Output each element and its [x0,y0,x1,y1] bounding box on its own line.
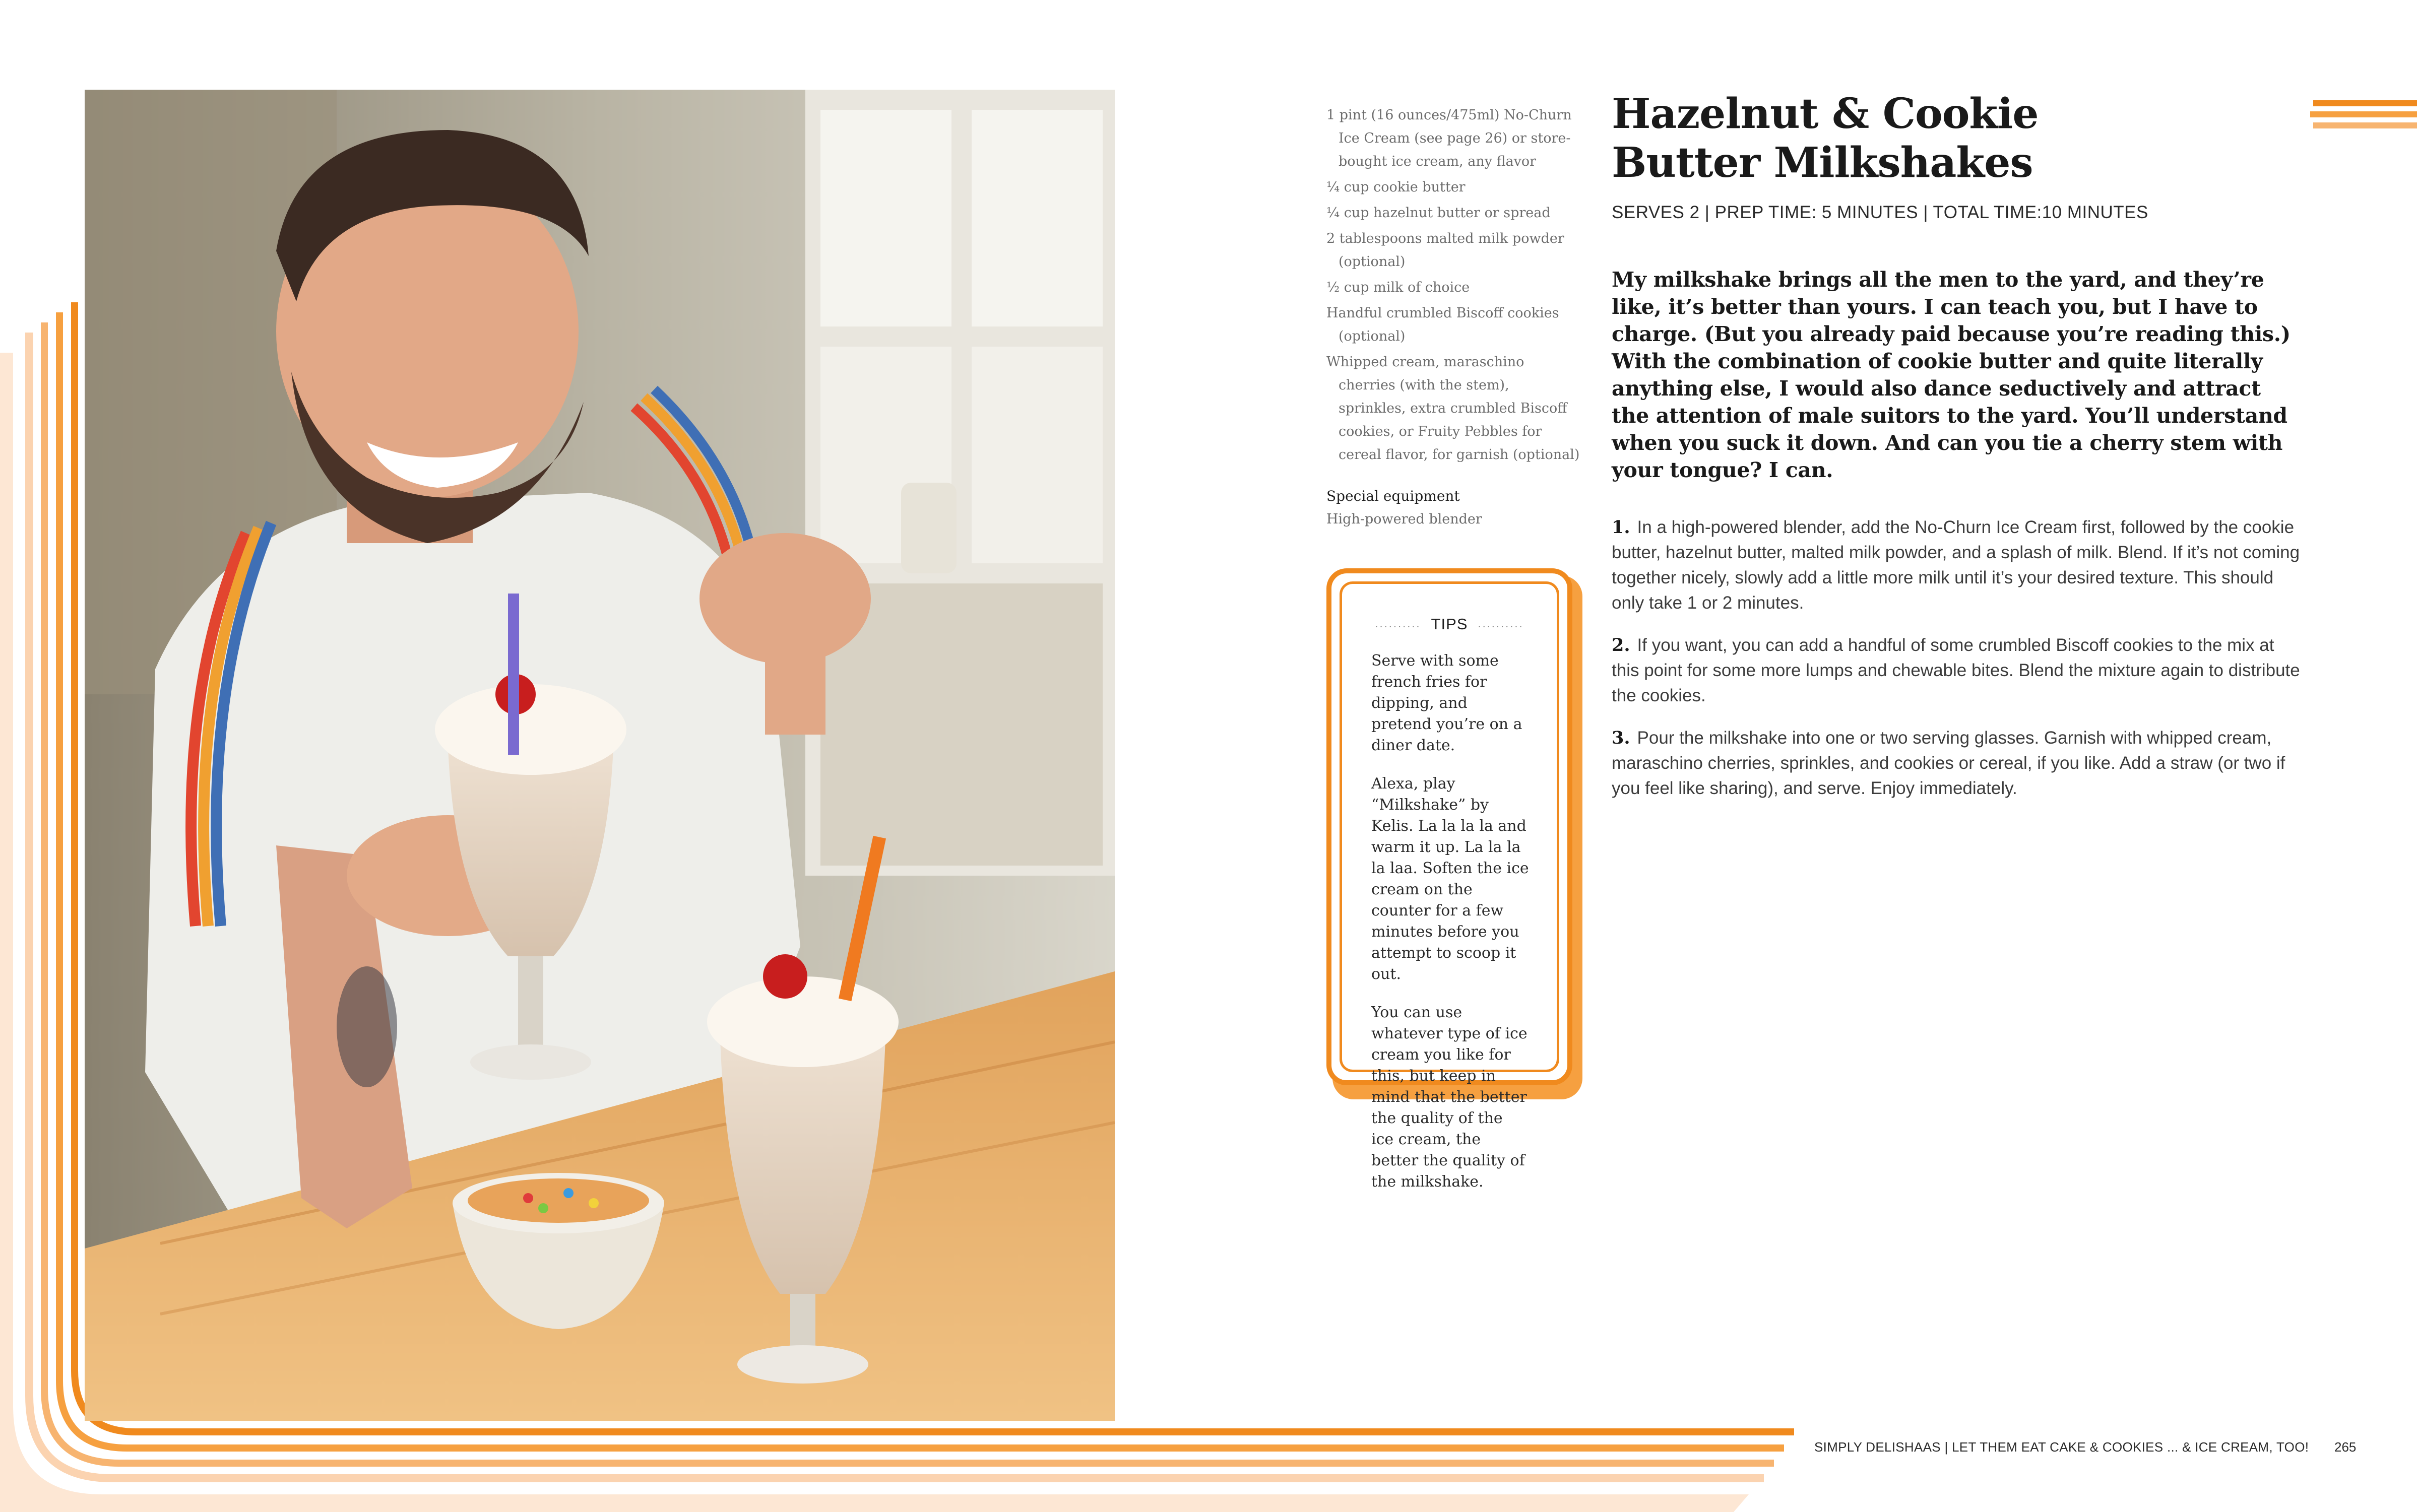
step-text: If you want, you can add a handful of some crumbled Biscoff cookies to the mix at this point for some more lumps and chewable bites. Blend the mixture again to distribute the cookies. [1612,635,2300,705]
tips-box-inner-frame [1340,581,1559,1191]
ingredient-item: 2 tablespoons malted milk powder (optional) [1326,231,1564,270]
ingredient-item: 1 pint (16 ounces/475ml) No-Churn Ice Cream (see page 26) or store-bought ice cream, any flavor [1326,107,1572,169]
tip-paragraph: Alexa, play “Milkshake” by Kelis. La la la la and warm it up. La la la la laa. Soften the ice cream on the counter for a few minutes before you attempt to scoop it out. [1371,775,1529,983]
running-footer: SIMPLY DELISHAAS | LET THEM EAT CAKE & COOKIES ... & ICE CREAM, TOO! [1814,1439,2309,1455]
recipe-title: Hazelnut & Cookie Butter Milkshakes [1612,90,2039,187]
tips-body [1371,650,1530,1210]
dotted-rule: .......... [1478,617,1524,630]
tips-box-frame [1326,568,1572,1191]
step-number: 3. [1612,728,1630,748]
step-text: Pour the milkshake into one or two serving glasses. Garnish with whipped cream, maraschino cherries, sprinkles, and cookies or cereal, if you like. Add a straw (or two if you feel like sharing), and serve. Enjoy immediately. [1612,728,2285,798]
ingredient-item: Whipped cream, maraschino cherries (with the stem), sprinkles, extra crumbled Biscoff cookies, or Fruity Pebbles for cereal flavor, for garnish (optional) [1326,354,1580,463]
step-item [1612,515,2302,616]
equipment-heading: Special equipment [1326,488,1460,504]
ingredient-item: Handful crumbled Biscoff cookies (optional) [1326,305,1559,344]
tip-paragraph: You can use whatever type of ice cream you like for this, but keep in mind that the better the quality of the ice cream, the better the quality of the milkshake. [1371,1004,1528,1191]
step-item [1612,726,2302,801]
step-number: 1. [1612,517,1630,538]
page-number: 265 [2334,1439,2357,1455]
equipment-item: High-powered blender [1326,511,1482,527]
ingredient-item: ½ cup milk of choice [1326,280,1470,295]
step-text: In a high-powered blender, add the No-Churn Ice Cream first, followed by the cookie butter, hazelnut butter, malted milk powder, and a splash of milk. Blend. If it’s not coming together nicely, slowly add a little more milk until it’s your desired texture. This should only take 1 or 2 minutes. [1612,517,2300,613]
recipe-meta: SERVES 2 | PREP TIME: 5 MINUTES | TOTAL TIME:10 MINUTES [1612,203,2148,222]
ingredient-item: ¼ cup cookie butter [1326,179,1466,195]
tips-heading [1342,615,1557,633]
step-number: 2. [1612,635,1630,655]
step-item [1612,633,2302,708]
recipe-photo [85,90,1115,1421]
recipe-headnote: My milkshake brings all the men to the yard, and they’re like, it’s better than yours. I can teach you, but I have to charge. (But you already paid because you’re reading this.) With the combination of cookie butter and quite literally anything else, I would also dance seductively and attract the attention of male suitors to the yard. You’ll understand when you suck it down. And can you tie a cherry stem with your tongue? I can. [1612,268,2291,482]
tips-title: TIPS [1431,615,1468,633]
dotted-rule: .......... [1375,617,1421,630]
ingredient-item: ¼ cup hazelnut butter or spread [1326,205,1551,221]
ingredients-list [1326,104,1580,531]
tips-box [1326,568,1582,1191]
tip-paragraph: Serve with some french fries for dipping, and pretend you’re on a diner date. [1371,652,1522,754]
method-steps [1612,515,2302,818]
corner-decorative-stripes [2308,98,2417,149]
